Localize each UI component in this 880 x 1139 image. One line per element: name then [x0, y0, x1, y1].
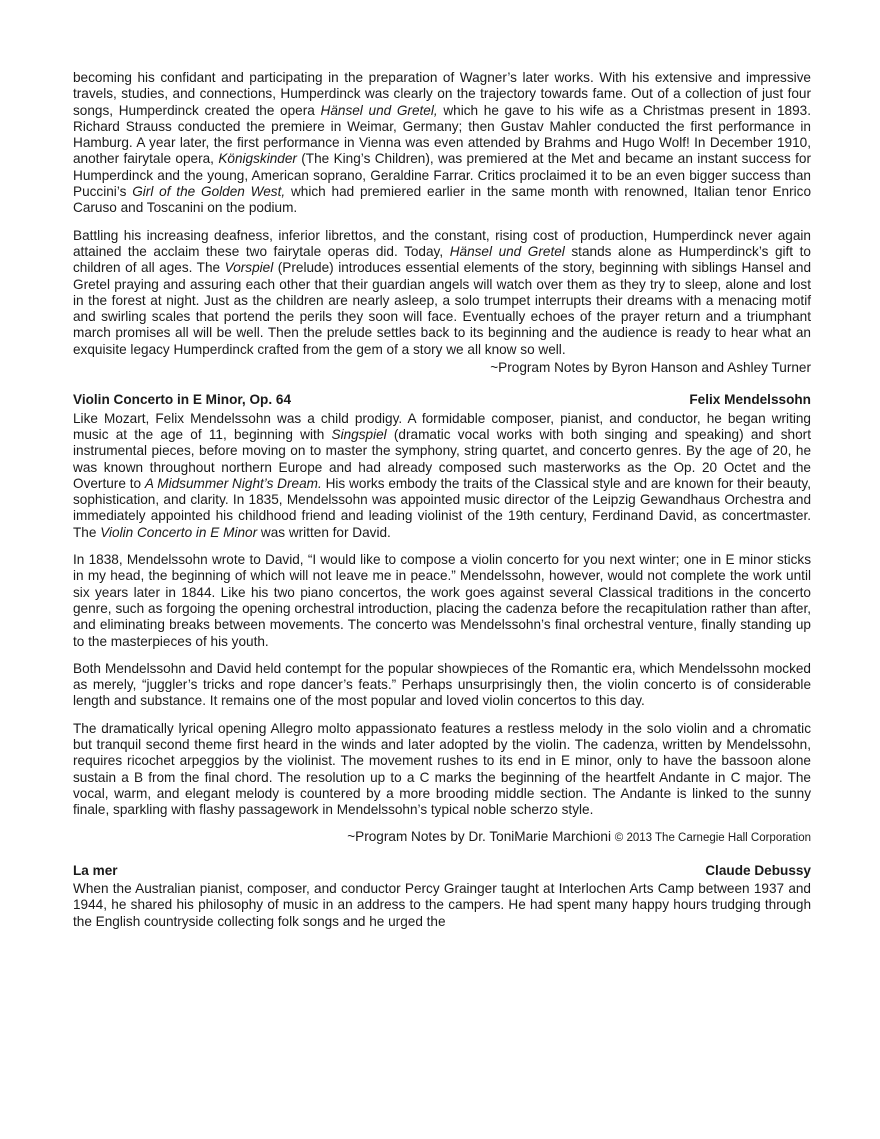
italic-title: Vorspiel [224, 260, 274, 276]
italic-title: Girl of the Golden West, [132, 184, 286, 200]
italic-title: Königskinder [218, 151, 297, 167]
mendelssohn-paragraph-4: The dramatically lyrical opening Allegro molto appassionato features a restless melody in the solo violin and a chromatic but tranquil second theme first heard in the winds and later adopted by the violin. The cadenza, written by Mendelssohn, requires ricochet arpeggios by the violinist. The movement rushes to its end in E minor, only to have the bassoon alone sustain a B from the final chord. The resolution up to a C marks the beginning of the heartfelt Andante in C major. The vocal, warm, and elegant melody is countered by a more brooding middle section. The Andante is linked to the sunny finale, sparkling with flashy passagework in Mendelssohn’s typical noble scherzo style. [73, 720, 811, 818]
humperdinck-credit: ~Program Notes by Byron Hanson and Ashley Turner [490, 360, 811, 376]
italic-title: Singspiel [331, 426, 387, 442]
debussy-heading [73, 863, 811, 879]
composer-name: Felix Mendelssohn [689, 392, 811, 408]
mendelssohn-heading [73, 392, 811, 408]
copyright-notice: © 2013 The Carnegie Hall Corporation [614, 832, 811, 845]
piece-title: La mer [73, 862, 118, 878]
italic-title: Hänsel und Gretel [449, 243, 565, 259]
humperdinck-paragraph-1: becoming his confidant and participating in the preparation of Wagner’s later works. With his extensive and impressive travels, studies, and connections, Humperdinck was clearly on the trajectory towards fame. Out of a collection of just four songs, Humperdinck created the opera Hänsel und Gretel, which he gave to his wife as a Christmas present in 1893. Richard Strauss conducted the premiere in Weimar, Germany; then Gustav Mahler conducted the first performance in Hamburg. A year later, the first performance in Vienna was even attended by Brahms and Hugo Wolf! In December 1910, another fairytale opera, Königskinder (The King’s Children), was premiered at the Met and became an instant success for Humperdinck and the young, American soprano, Geraldine Farrar. Critics proclaimed it to be an even bigger success than Puccini’s Girl of the Golden West, which had premiered earlier in the same month with renowned, Italian tenor Enrico Caruso and Toscanini on the podium. [73, 70, 812, 216]
italic-title: A Midsummer Night’s Dream. [144, 475, 322, 491]
composer-name: Claude Debussy [705, 862, 811, 878]
piece-title: Violin Concerto in E Minor, Op. 64 [73, 392, 292, 408]
italic-title: Hänsel und Gretel, [320, 102, 438, 118]
mendelssohn-paragraph-3: Both Mendelssohn and David held contempt for the popular showpieces of the Romantic era, which Mendelssohn mocked as merely, “juggler’s tricks and rope dancer’s feats.” Perhaps unsurprisingly then, the violin concerto is of considerable length and substance. It remains one of the most popular and loved violin concertos to this day. [73, 660, 811, 709]
mendelssohn-paragraph-1: Like Mozart, Felix Mendelssohn was a child prodigy. A formidable composer, pianist, and conductor, he began writing music at the age of 11, beginning with Singspiel (dramatic vocal works with both singing and speaking) and short instrumental pieces, before moving on to master the symphony, string quartet, and concerto genres. By the age of 20, he was known throughout northern Europe and had already composed such masterworks as the Op. 20 Octet and the Overture to A Midsummer Night’s Dream. His works embody the traits of the Classical style and are known for their beauty, sophistication, and clarity. In 1835, Mendelssohn was appointed music director of the Leipzig Gewandhaus Orchestra and immediately appointed his childhood friend and leading violinist of the 19th century, Ferdinand David, as concertmaster. The Violin Concerto in E Minor was written for David. [73, 410, 811, 540]
italic-title: Violin Concerto in E Minor [100, 524, 258, 540]
mendelssohn-paragraph-2: In 1838, Mendelssohn wrote to David, “I would like to compose a violin concerto for you next winter; one in E minor sticks in my head, the beginning of which will not leave me in peace.” Mendelssohn, however, would not complete the work until six years later in 1844. Like his two piano concertos, the work goes against several Classical traditions in the concerto genre, such as forgoing the opening orchestral introduction, placing the cadenza before the recapitulation rather than after, and eliminating breaks between movements. The concerto was Mendelssohn’s final orchestral venture, finally standing up to the masterpieces of his youth. [73, 552, 811, 649]
program-notes-page [73, 70, 811, 941]
humperdinck-paragraph-2: Battling his increasing deafness, inferior librettos, and the constant, rising cost of production, Humperdinck never again attained the acclaim these two fairytale operas did. Today, Hänsel und Gretel stands alone as Humperdinck’s gift to children of all ages. The Vorspiel (Prelude) introduces essential elements of the story, beginning with siblings Hansel and Gretel praying and assuring each other that their guardian angels will watch over them as they try to sleep, alone and lost in the forest at night. Just as the children are nearly asleep, a solo trumpet interrupts their dreams with a menacing motif and swirling scales that portend the perils they soon will face. Eventually echoes of the prayer return and a triumphant march promises all will be well. Then the prelude settles back to its beginning and the audience is ready to hear what an exquisite legacy Humperdinck crafted from the gem of a story we all know so well. [73, 227, 811, 357]
debussy-paragraph-1: When the Australian pianist, composer, and conductor Percy Grainger taught at Interlochen Arts Camp between 1937 and 1944, he shared his philosophy of music in an address to the campers. He had spent many happy hours trudging through the English countryside collecting folk songs and he urged the [73, 881, 811, 929]
mendelssohn-credit: ~Program Notes by Dr. ToniMarie Marchioni © 2013 The Carnegie Hall Corporation [347, 829, 811, 845]
